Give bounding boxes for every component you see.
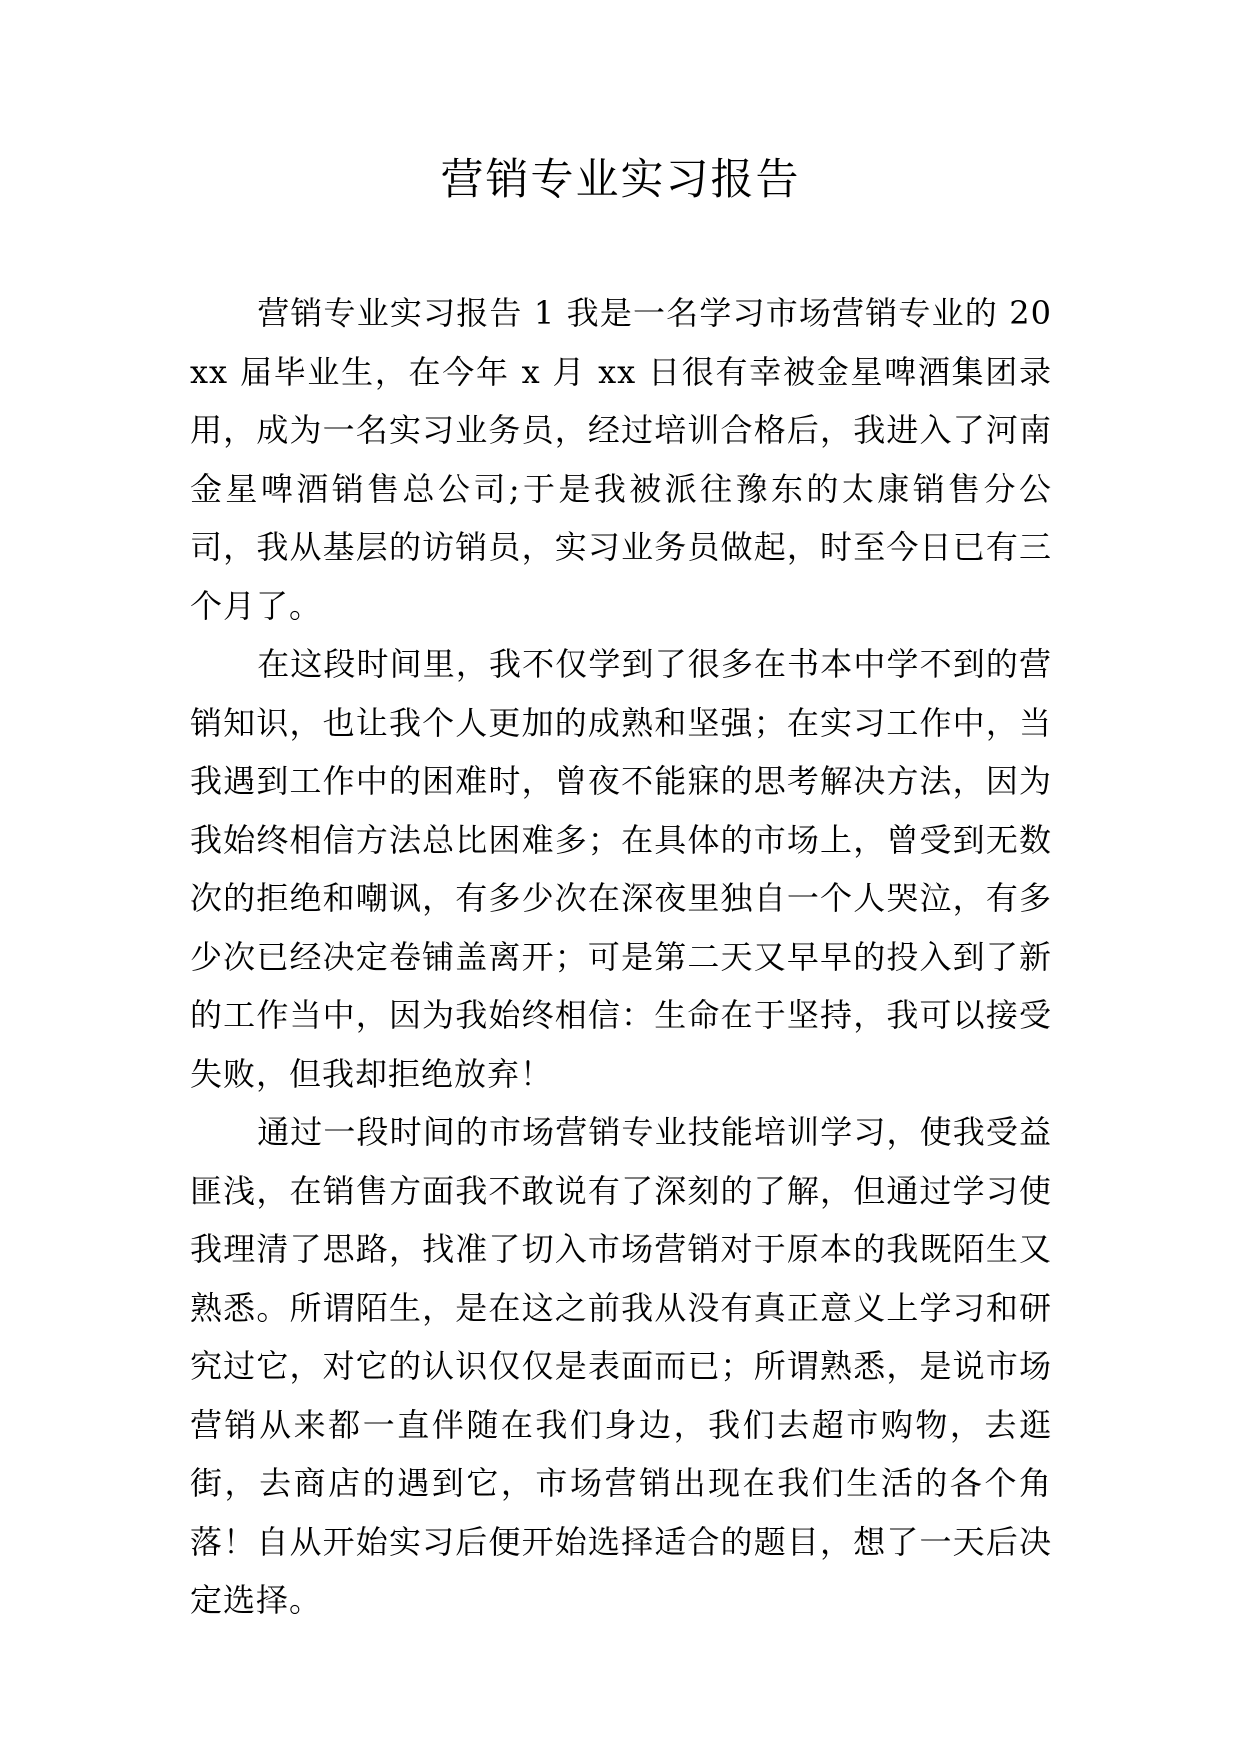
paragraph-3: 通过一段时间的市场营销专业技能培训学习，使我受益匪浅，在销售方面我不敢说有了深刻的了解，但通过学习使我理清了思路，找准了切入市场营销对于原本的我既陌生又熟悉。所谓陌生，是在这之前我从没有真正意义上学习和研究过它，对它的认识仅仅是表面而已；所谓熟悉，是说市场营销从来都一直伴随在我们身边，我们去超市购物，去逛街，去商店的遇到它，市场营销出现在我们生活的各个角落！自从开始实习后便开始选择适合的题目，想了一天后决定选择。 (190, 1113, 1052, 1619)
document-body (190, 284, 1052, 1630)
document-title: 营销专业实习报告 (440, 155, 801, 205)
paragraph-2: 在这段时间里，我不仅学到了很多在书本中学不到的营销知识，也让我个人更加的成熟和坚强；在实习工作中，当我遇到工作中的困难时，曾夜不能寐的思考解决方法，因为我始终相信方法总比困难多；在具体的市场上，曾受到无数次的拒绝和嘲讽，有多少次在深夜里独自一个人哭泣，有多少次已经决定卷铺盖离开；可是第二天又早早的投入到了新的工作当中，因为我始终相信：生命在于坚持，我可以接受失败，但我却拒绝放弃！ (190, 645, 1052, 1093)
paragraph-1: 营销专业实习报告 1 我是一名学习市场营销专业的 20xx 届毕业生，在今年 x 月 xx 日很有幸被金星啤酒集团录用，成为一名实习业务员，经过培训合格后，我进入了河南金星啤酒销售总公司;于是我被派往豫东的太康销售分公司，我从基层的访销员，实习业务员做起，时至今日已有三个月了。 (190, 294, 1052, 625)
